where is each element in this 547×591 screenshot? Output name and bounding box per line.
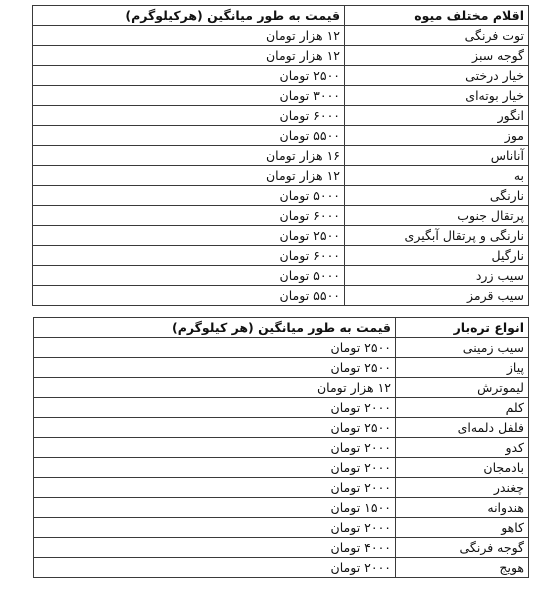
table-row: [33, 186, 529, 206]
fruit-name-cell: موز: [345, 126, 529, 146]
fruit-price-cell: ۱۲ هزار تومان: [33, 46, 345, 66]
table-row: [34, 438, 529, 458]
fruit-price-cell: ۱۲ هزار تومان: [33, 26, 345, 46]
fruit-name-cell: نارنگی: [345, 186, 529, 206]
table-row: [34, 458, 529, 478]
fruit-name-cell: نارگیل: [345, 246, 529, 266]
vegetable-name-cell: سیب زمینی: [396, 338, 529, 358]
fruit-price-cell: ۶۰۰۰ تومان: [33, 106, 345, 126]
fruit-name-cell: به: [345, 166, 529, 186]
fruit-price-cell: ۱۲ هزار تومان: [33, 166, 345, 186]
table-row: [34, 498, 529, 518]
fruit-name-cell: آناناس: [345, 146, 529, 166]
vegetable-price-cell: ۲۵۰۰ تومان: [34, 418, 396, 438]
table-row: [33, 26, 529, 46]
table-row: [34, 478, 529, 498]
table-row: [34, 518, 529, 538]
fruit-name-cell: پرتقال جنوب: [345, 206, 529, 226]
fruit-price-cell: ۵۵۰۰ تومان: [33, 286, 345, 306]
table-row: [33, 86, 529, 106]
table-header-row: [33, 6, 529, 26]
vegetable-price-cell: ۲۰۰۰ تومان: [34, 398, 396, 418]
vegetable-price-cell: ۲۰۰۰ تومان: [34, 458, 396, 478]
vegetable-price-table: [33, 317, 529, 578]
fruit-name-cell: توت فرنگی: [345, 26, 529, 46]
vegetable-price-cell: ۴۰۰۰ تومان: [34, 538, 396, 558]
vegetable-price-cell: ۲۰۰۰ تومان: [34, 478, 396, 498]
fruit-price-cell: ۶۰۰۰ تومان: [33, 206, 345, 226]
vegetable-name-cell: هویج: [396, 558, 529, 578]
vegetable-price-cell: ۲۰۰۰ تومان: [34, 438, 396, 458]
table-row: [33, 106, 529, 126]
vegetable-price-cell: ۱۵۰۰ تومان: [34, 498, 396, 518]
table-row: [34, 538, 529, 558]
table-row: [34, 418, 529, 438]
table-row: [33, 66, 529, 86]
fruit-name-cell: خیار بوته‌ای: [345, 86, 529, 106]
fruit-price-cell: ۵۰۰۰ تومان: [33, 266, 345, 286]
table-row: [33, 166, 529, 186]
vegetable-name-cell: لیموترش: [396, 378, 529, 398]
fruit-name-cell: خیار درختی: [345, 66, 529, 86]
vegetable-name-cell: کلم: [396, 398, 529, 418]
vegetable-price-cell: ۱۲ هزار تومان: [34, 378, 396, 398]
vegetable-name-cell: چغندر: [396, 478, 529, 498]
fruit-price-cell: ۶۰۰۰ تومان: [33, 246, 345, 266]
vegetable-name-cell: کاهو: [396, 518, 529, 538]
fruit-price-table: [32, 5, 529, 306]
fruit-table-body: [33, 26, 529, 306]
vegetable-name-cell: بادمجان: [396, 458, 529, 478]
table-header-row: [34, 318, 529, 338]
vegetable-name-cell: هندوانه: [396, 498, 529, 518]
table-row: [33, 126, 529, 146]
table-row: [34, 358, 529, 378]
table-row: [34, 398, 529, 418]
fruit-price-cell: ۳۰۰۰ تومان: [33, 86, 345, 106]
vegetable-price-cell: ۲۰۰۰ تومان: [34, 518, 396, 538]
table-row: [34, 338, 529, 358]
vegetable-price-cell: ۲۵۰۰ تومان: [34, 338, 396, 358]
vegetable-name-header: انواع تره‌بار: [396, 318, 529, 338]
table-row: [34, 378, 529, 398]
vegetable-price-header: قیمت به طور میانگین (هر کیلوگرم): [34, 318, 396, 338]
fruit-price-header: قیمت به طور میانگین (هرکیلوگرم): [33, 6, 345, 26]
fruit-price-cell: ۵۰۰۰ تومان: [33, 186, 345, 206]
vegetable-name-cell: گوجه فرنگی: [396, 538, 529, 558]
vegetable-name-cell: کدو: [396, 438, 529, 458]
vegetable-price-cell: ۲۰۰۰ تومان: [34, 558, 396, 578]
table-row: [33, 286, 529, 306]
table-row: [33, 226, 529, 246]
vegetable-table-body: [34, 338, 529, 578]
fruit-price-cell: ۲۵۰۰ تومان: [33, 226, 345, 246]
table-row: [33, 46, 529, 66]
fruit-price-cell: ۵۵۰۰ تومان: [33, 126, 345, 146]
table-row: [33, 246, 529, 266]
fruit-name-cell: سیب قرمز: [345, 286, 529, 306]
fruit-name-cell: سیب زرد: [345, 266, 529, 286]
fruit-name-header: اقلام مختلف میوه: [345, 6, 529, 26]
vegetable-price-cell: ۲۵۰۰ تومان: [34, 358, 396, 378]
fruit-price-cell: ۱۶ هزار تومان: [33, 146, 345, 166]
fruit-name-cell: گوجه سبز: [345, 46, 529, 66]
table-row: [33, 266, 529, 286]
table-row: [33, 206, 529, 226]
fruit-price-cell: ۲۵۰۰ تومان: [33, 66, 345, 86]
fruit-name-cell: نارنگی و پرتقال آبگیری: [345, 226, 529, 246]
table-row: [33, 146, 529, 166]
vegetable-name-cell: فلفل دلمه‌ای: [396, 418, 529, 438]
vegetable-name-cell: پیاز: [396, 358, 529, 378]
table-row: [34, 558, 529, 578]
fruit-name-cell: انگور: [345, 106, 529, 126]
